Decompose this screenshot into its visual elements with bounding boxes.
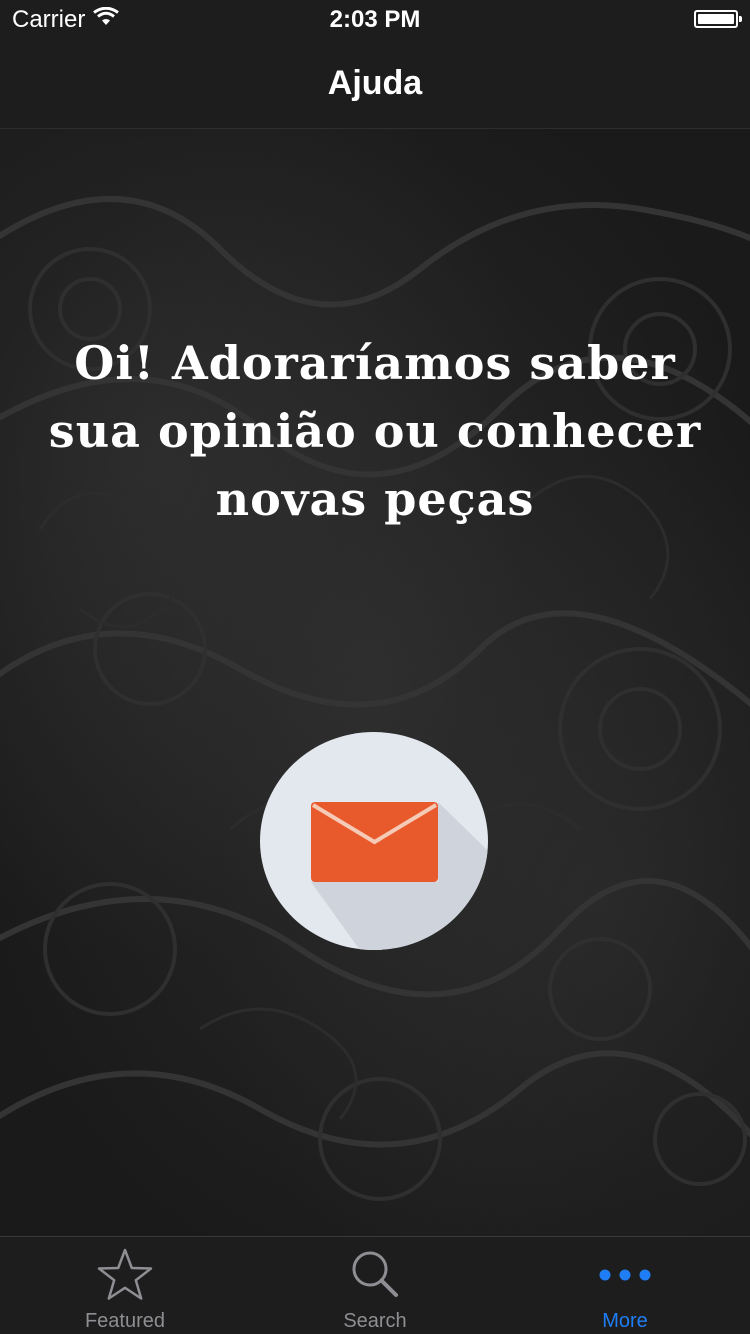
tab-featured-label: Featured [84, 1310, 166, 1332]
tab-featured[interactable] [0, 1237, 250, 1334]
tab-search[interactable] [250, 1237, 500, 1334]
star-icon [97, 1247, 153, 1306]
page-title: Ajuda [327, 64, 423, 102]
carrier-label: Carrier [12, 6, 86, 33]
feedback-headline: Oi! Adoraríamos saber sua opinião ou conhecer novas peças [48, 336, 702, 526]
navigation-bar [0, 40, 750, 129]
search-icon [347, 1247, 403, 1306]
tab-more-label: More [602, 1310, 648, 1332]
tab-search-label: Search [343, 1310, 407, 1332]
status-bar [0, 0, 750, 40]
ornamental-background [0, 129, 750, 1236]
mail-icon [260, 732, 488, 950]
email-contact-button[interactable] [260, 732, 488, 950]
tab-more[interactable] [500, 1237, 750, 1334]
tab-bar [0, 1236, 750, 1334]
status-time: 2:03 PM [329, 6, 421, 33]
battery-icon [694, 10, 738, 28]
more-icon [597, 1247, 653, 1306]
help-content [0, 129, 750, 1236]
